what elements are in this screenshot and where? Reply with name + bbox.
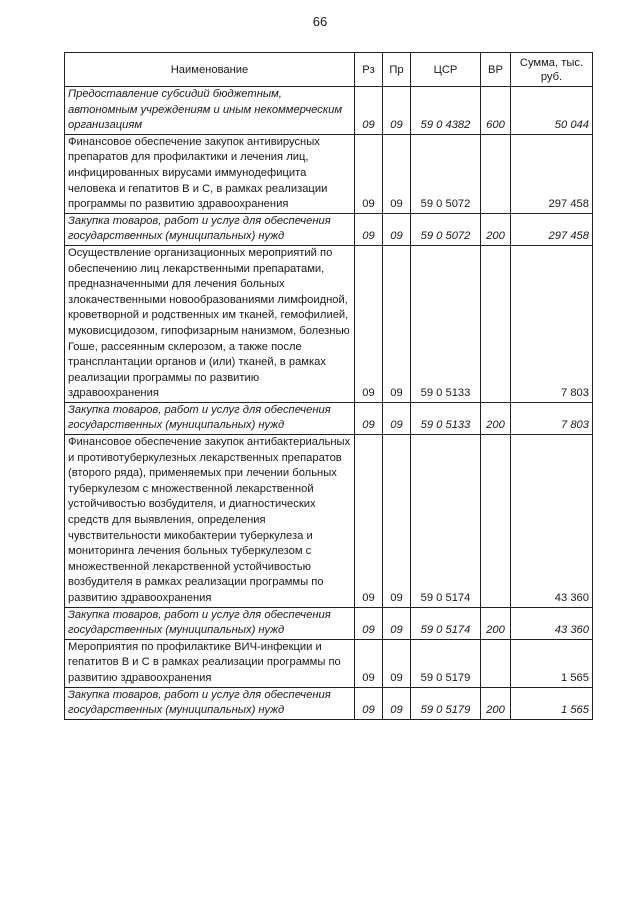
cell-rz: 09 <box>355 639 383 687</box>
cell-name: Осуществление организационных мероприятий по обеспечению лиц лекарственными препаратами, предназначенными для лечения больных злокачественными новообразованиями лимфоидной, кроветворной и родственных им тканей, гемофилией, муковисцидозом, гипофизарным нанизмом, болезнью Гоше, рассеянным склерозом, а также после трансплантации органов и (или) тканей, в рамках реализации программы по развитию здравоохранения <box>65 245 355 402</box>
table-header-row <box>65 53 593 87</box>
header-rz: Рз <box>355 53 383 87</box>
cell-pr: 09 <box>383 435 411 608</box>
cell-csr: 59 0 5133 <box>411 245 481 402</box>
cell-pr: 09 <box>383 87 411 135</box>
table-body <box>65 87 593 720</box>
cell-sum: 1 565 <box>511 687 593 719</box>
cell-pr: 09 <box>383 639 411 687</box>
cell-sum: 297 458 <box>511 134 593 213</box>
cell-vr: 600 <box>481 87 511 135</box>
cell-rz: 09 <box>355 245 383 402</box>
cell-vr: 200 <box>481 607 511 639</box>
cell-vr: 200 <box>481 213 511 245</box>
cell-sum: 297 458 <box>511 213 593 245</box>
table-row <box>65 687 593 719</box>
cell-vr: 200 <box>481 402 511 434</box>
cell-csr: 59 0 5072 <box>411 213 481 245</box>
cell-pr: 09 <box>383 402 411 434</box>
cell-vr: 200 <box>481 687 511 719</box>
table-row <box>65 435 593 608</box>
cell-pr: 09 <box>383 607 411 639</box>
cell-csr: 59 0 5133 <box>411 402 481 434</box>
cell-rz: 09 <box>355 607 383 639</box>
header-sum: Сумма, тыс. руб. <box>511 53 593 87</box>
cell-name: Закупка товаров, работ и услуг для обеспечения государственных (муниципальных) нужд <box>65 402 355 434</box>
cell-rz: 09 <box>355 134 383 213</box>
table-row <box>65 639 593 687</box>
cell-pr: 09 <box>383 687 411 719</box>
table-row <box>65 213 593 245</box>
budget-table <box>64 52 593 720</box>
cell-sum: 43 360 <box>511 435 593 608</box>
cell-rz: 09 <box>355 687 383 719</box>
table-row <box>65 402 593 434</box>
cell-name: Предоставление субсидий бюджетным, автономным учреждениям и иным некоммерческим организациям <box>65 87 355 135</box>
cell-csr: 59 0 5174 <box>411 607 481 639</box>
table-row <box>65 134 593 213</box>
cell-vr <box>481 134 511 213</box>
header-pr: Пр <box>383 53 411 87</box>
cell-csr: 59 0 5072 <box>411 134 481 213</box>
cell-pr: 09 <box>383 245 411 402</box>
cell-csr: 59 0 4382 <box>411 87 481 135</box>
table-row <box>65 245 593 402</box>
cell-csr: 59 0 5174 <box>411 435 481 608</box>
cell-rz: 09 <box>355 87 383 135</box>
header-csr: ЦСР <box>411 53 481 87</box>
cell-vr <box>481 435 511 608</box>
cell-name: Закупка товаров, работ и услуг для обеспечения государственных (муниципальных) нужд <box>65 687 355 719</box>
table-row <box>65 87 593 135</box>
cell-rz: 09 <box>355 402 383 434</box>
cell-rz: 09 <box>355 435 383 608</box>
cell-name: Закупка товаров, работ и услуг для обеспечения государственных (муниципальных) нужд <box>65 607 355 639</box>
cell-csr: 59 0 5179 <box>411 639 481 687</box>
cell-vr <box>481 245 511 402</box>
header-vr: ВР <box>481 53 511 87</box>
cell-name: Закупка товаров, работ и услуг для обеспечения государственных (муниципальных) нужд <box>65 213 355 245</box>
cell-sum: 7 803 <box>511 245 593 402</box>
cell-sum: 1 565 <box>511 639 593 687</box>
cell-pr: 09 <box>383 213 411 245</box>
cell-name: Финансовое обеспечение закупок антибактериальных и противотуберкулезных лекарственных препаратов (второго ряда), применяемых при лечении больных туберкулезом с множественной лекарственной устойчивостью возбудителя, и диагностических средств для выявления, определения чувствительности микобактерии туберкулеза и мониторинга лечения больных туберкулезом с множественной лекарственной устойчивостью возбудителя в рамках реализации программы по развитию здравоохранения <box>65 435 355 608</box>
cell-sum: 43 360 <box>511 607 593 639</box>
cell-rz: 09 <box>355 213 383 245</box>
cell-name: Финансовое обеспечение закупок антивирусных препаратов для профилактики и лечения лиц, инфицированных вирусами иммунодефицита человека и гепатитов В и С, в рамках реализации программы по развитию здравоохранения <box>65 134 355 213</box>
page-number: 66 <box>312 14 328 29</box>
cell-vr <box>481 639 511 687</box>
table-row <box>65 607 593 639</box>
cell-sum: 50 044 <box>511 87 593 135</box>
header-name: Наименование <box>65 53 355 87</box>
cell-pr: 09 <box>383 134 411 213</box>
cell-name: Мероприятия по профилактике ВИЧ-инфекции и гепатитов В и С в рамках реализации программы по развитию здравоохранения <box>65 639 355 687</box>
cell-sum: 7 803 <box>511 402 593 434</box>
cell-csr: 59 0 5179 <box>411 687 481 719</box>
